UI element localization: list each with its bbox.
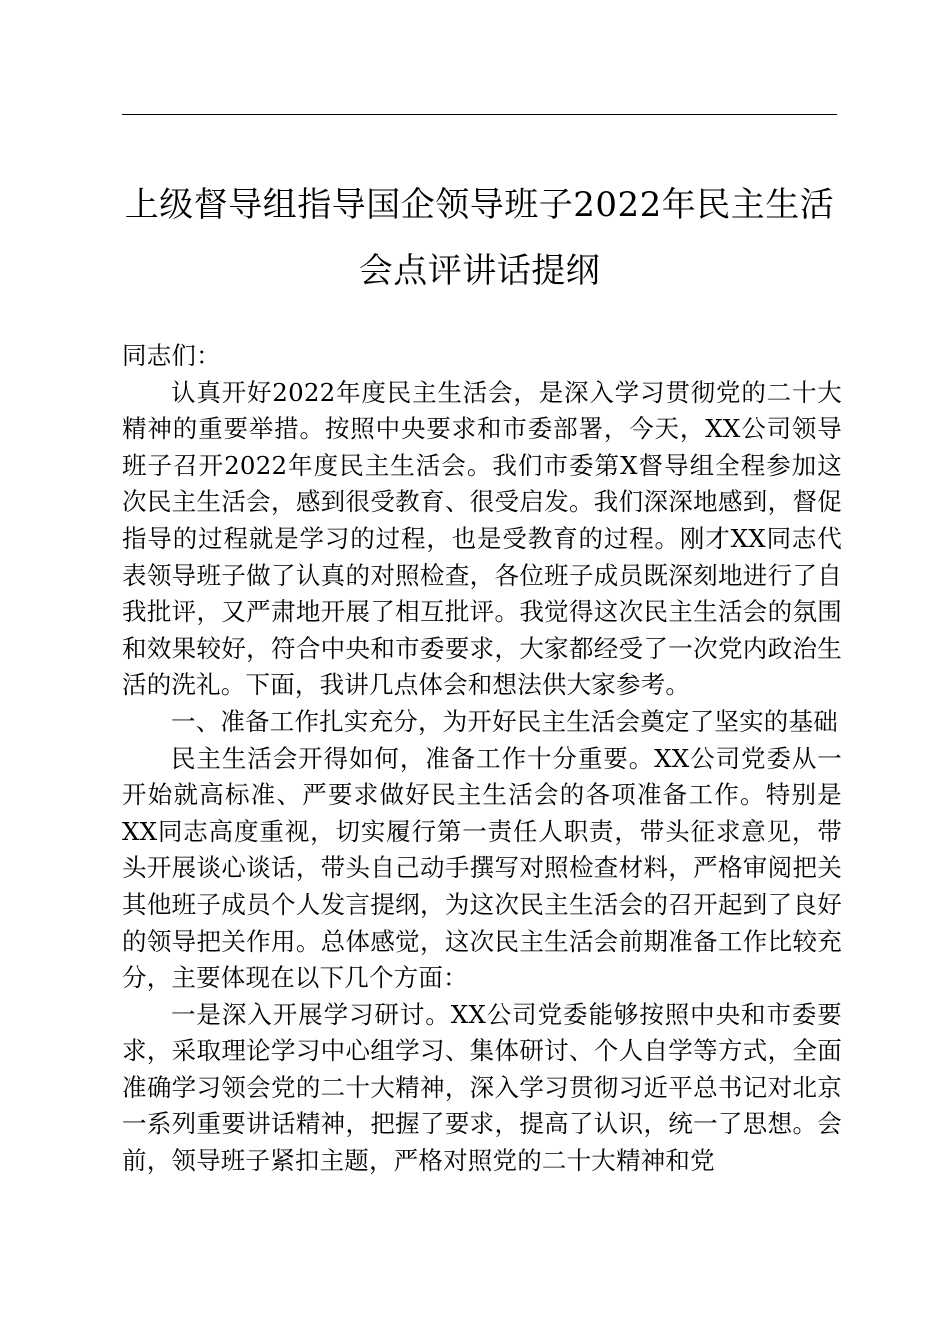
- body-paragraph: 民主生活会开得如何，准备工作十分重要。XX公司党委从一开始就高标准、严要求做好民主生活会的各项准备工作。特别是XX同志高度重视，切实履行第一责任人职责，带头征求意见，带头开展谈心谈话，带头自己动手撰写对照检查材料，严格审阅把关其他班子成员个人发言提纲，为这次民主生活会的召开起到了良好的领导把关作用。总体感觉，这次民主生活会前期准备工作比较充分，主要体现在以下几个方面：: [122, 743, 842, 993]
- section-heading: 一、准备工作扎实充分，为开好民主生活会奠定了坚实的基础: [171, 706, 838, 736]
- document-body: [122, 338, 842, 1180]
- body-paragraph: 一是深入开展学习研讨。XX公司党委能够按照中央和市委要求，采取理论学习中心组学习、集体研讨、个人自学等方式，全面准确学习领会党的二十大精神，深入学习贯彻习近平总书记对北京一系列重要讲话精神，把握了要求，提高了认识，统一了思想。会前，领导班子紧扣主题，严格对照党的二十大精神和党: [122, 999, 842, 1176]
- salutation: 同志们：: [122, 341, 221, 370]
- body-paragraph: 认真开好2022年度民主生活会，是深入学习贯彻党的二十大精神的重要举措。按照中央要求和市委部署，今天，XX公司领导班子召开2022年度民主生活会。我们市委第X督导组全程参加这次民主生活会，感到很受教育、很受启发。我们深深地感到，督促指导的过程就是学习的过程，也是受教育的过程。刚才XX同志代表领导班子做了认真的对照检查，各位班子成员既深刻地进行了自我批评，又严肃地开展了相互批评。我觉得这次民主生活会的氛围和效果较好，符合中央和市委要求，大家都经受了一次党内政治生活的洗礼。下面，我讲几点体会和想法供大家参考。: [122, 377, 842, 700]
- document-title: 上级督导组指导国企领导班子2022年民主生活会点评讲话提纲: [124, 185, 835, 291]
- header-divider: [122, 114, 837, 115]
